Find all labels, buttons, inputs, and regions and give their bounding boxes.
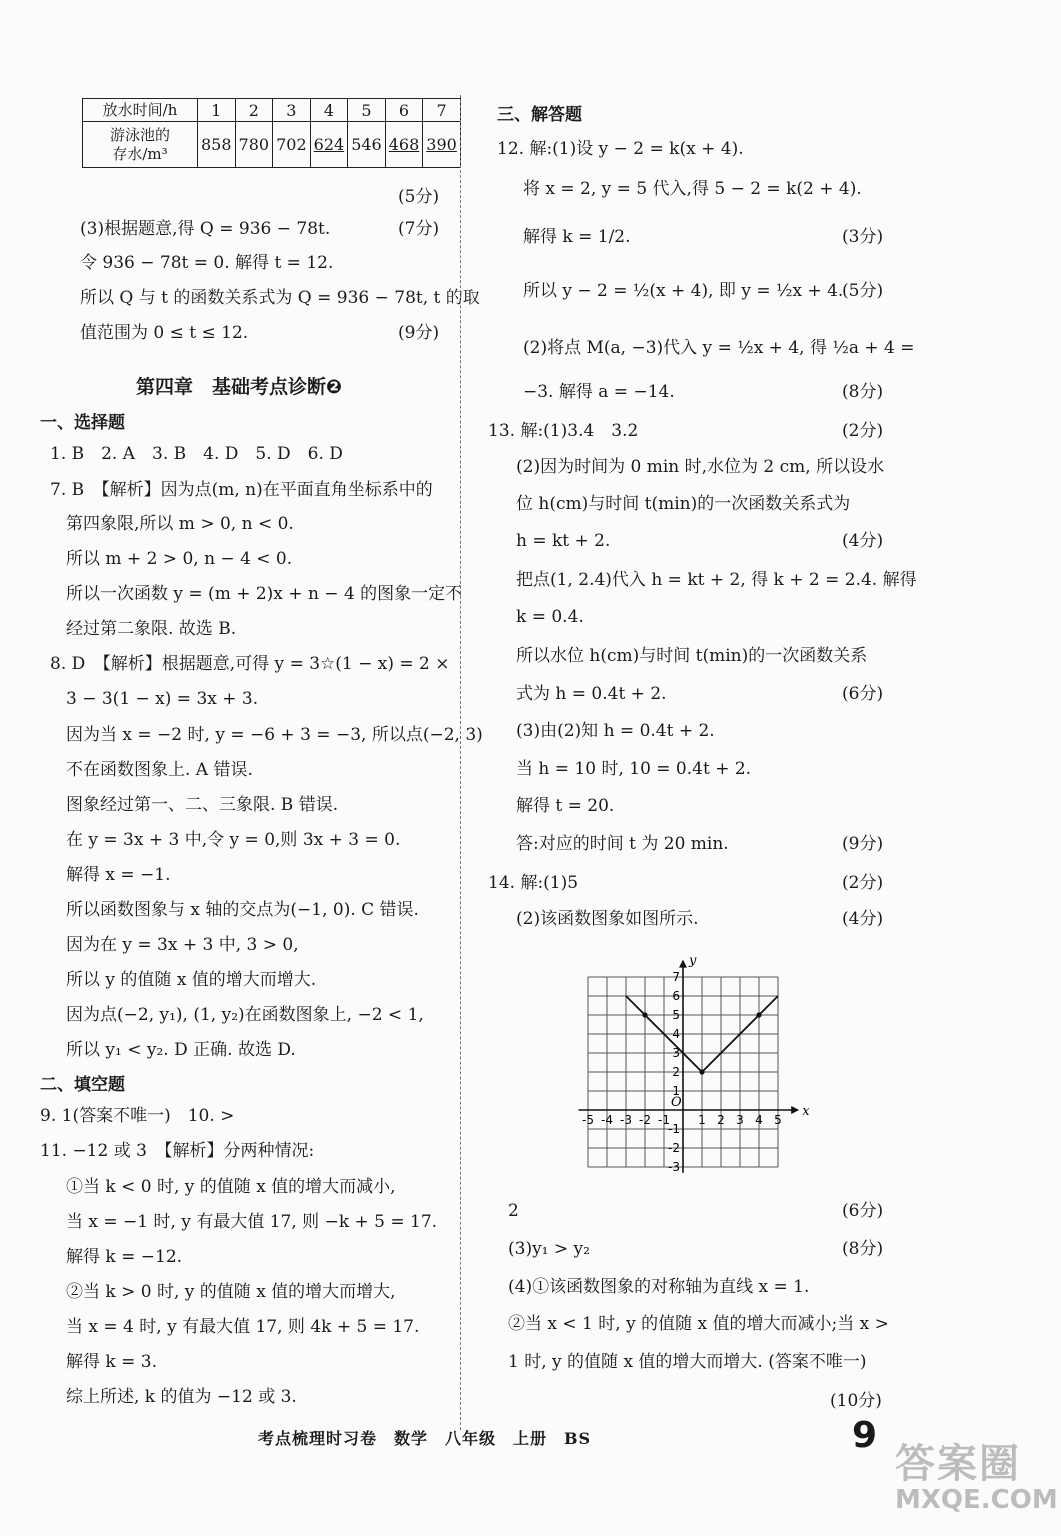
- text-line: 当 h = 10 时, 10 = 0.4t + 2.: [516, 759, 752, 779]
- watermark: [895, 1432, 1058, 1515]
- text-line: 因为当 x = −2 时, y = −6 + 3 = −3, 所以点(−2, 3): [66, 725, 483, 745]
- score: (4分): [842, 909, 884, 929]
- table-cell: 780: [235, 122, 273, 168]
- text-line: ①当 k < 0 时, y 的值随 x 值的增大而减小,: [66, 1177, 396, 1197]
- table-header-cell: [83, 122, 198, 168]
- text-line: 所以函数图象与 x 轴的交点为(−1, 0). C 错误.: [66, 900, 419, 920]
- section-heading: 二、填空题: [40, 1075, 125, 1095]
- text-line: −3. 解得 a = −14.: [523, 382, 675, 402]
- text-line: 所以 m + 2 > 0, n − 4 < 0.: [66, 549, 293, 569]
- text-line: h = kt + 2.: [516, 531, 611, 551]
- text-line: 令 936 − 78t = 0. 解得 t = 12.: [80, 253, 334, 273]
- y-tick-label: 2: [672, 1065, 680, 1079]
- text-line: 11. −12 或 3 【解析】分两种情况:: [40, 1141, 315, 1161]
- data-point: [756, 1012, 761, 1017]
- y-tick-label: 3: [672, 1046, 680, 1060]
- y-tick-label: 4: [672, 1027, 680, 1041]
- score: (6分): [842, 684, 884, 704]
- answer-value: 468: [388, 135, 420, 154]
- text-line: 答:对应的时间 t 为 20 min.: [516, 834, 729, 854]
- watermark-url: MXQE.COM: [895, 1485, 1058, 1515]
- table-cell: [423, 122, 461, 168]
- table-header-cell: 放水时间/h: [83, 99, 198, 122]
- text-line: 所以一次函数 y = (m + 2)x + n − 4 的图象一定不: [66, 584, 463, 604]
- x-tick-label: 4: [755, 1113, 763, 1127]
- table-cell: [310, 122, 348, 168]
- text-line: 当 x = 4 时, y 有最大值 17, 则 4k + 5 = 17.: [66, 1317, 420, 1337]
- water-table: [82, 98, 461, 168]
- data-point: [699, 1069, 704, 1074]
- text-line: 综上所述, k 的值为 −12 或 3.: [66, 1387, 297, 1407]
- x-tick-label: -1: [658, 1113, 670, 1127]
- text-line: 2: [508, 1201, 519, 1221]
- watermark-text: 答案圈: [895, 1441, 1021, 1487]
- x-tick-label: 1: [698, 1113, 706, 1127]
- text-line: 8. D 【解析】根据题意,可得 y = 3☆(1 − x) = 2 ×: [50, 654, 450, 674]
- text-line: 不在函数图象上. A 错误.: [66, 760, 253, 780]
- score: (2分): [842, 873, 884, 893]
- y-tick-label: -3: [668, 1160, 680, 1174]
- y-axis-label: y: [689, 953, 697, 969]
- text-line: 1 时, y 的值随 x 值的增大而增大. (答案不唯一): [508, 1352, 867, 1372]
- table-cell: 7: [423, 99, 461, 122]
- text-line: (2)该函数图象如图所示.: [516, 909, 699, 929]
- y-tick-label: 7: [672, 970, 680, 984]
- text-line: 解得 x = −1.: [66, 865, 171, 885]
- text-line: 当 x = −1 时, y 有最大值 17, 则 −k + 5 = 17.: [66, 1212, 438, 1232]
- text-line: 9. 1(答案不唯一) 10. >: [40, 1106, 235, 1126]
- answer-value: 624: [313, 135, 345, 154]
- text-line: (3)由(2)知 h = 0.4t + 2.: [516, 721, 715, 741]
- text-line: ②当 x < 1 时, y 的值随 x 值的增大而减小;当 x >: [508, 1314, 889, 1334]
- y-tick-label: 6: [672, 989, 680, 1003]
- text-line: 所以 y 的值随 x 值的增大而增大.: [66, 970, 317, 990]
- text-line: 3 − 3(1 − x) = 3x + 3.: [66, 689, 259, 709]
- x-tick-label: -3: [620, 1113, 632, 1127]
- data-point: [642, 1012, 647, 1017]
- score: (10分): [830, 1391, 882, 1411]
- text-line: 解得 t = 20.: [516, 796, 615, 816]
- table-row: [83, 99, 461, 122]
- y-tick-label: 5: [672, 1008, 680, 1022]
- table-cell: 5: [348, 99, 386, 122]
- score: (3分): [842, 227, 884, 247]
- text-line: (2)因为时间为 0 min 时,水位为 2 cm, 所以设水: [516, 457, 885, 477]
- text-line: 把点(1, 2.4)代入 h = kt + 2, 得 k + 2 = 2.4. 解得: [516, 570, 917, 590]
- page-number: 9: [852, 1415, 878, 1456]
- table-cell: 3: [273, 99, 311, 122]
- table-cell: 546: [348, 122, 386, 168]
- table-header-line: 游泳池的: [109, 125, 170, 144]
- score: (6分): [842, 1201, 884, 1221]
- text-line: 解得 k = 1/2.: [523, 227, 631, 247]
- text-line: ②当 k > 0 时, y 的值随 x 值的增大而增大,: [66, 1282, 396, 1302]
- y-axis-arrow: [679, 960, 687, 968]
- y-tick-label: -1: [668, 1122, 680, 1136]
- x-tick-label: 5: [774, 1113, 782, 1127]
- text-line: 经过第二象限. 故选 B.: [66, 619, 237, 639]
- text-line: 13. 解:(1)3.4 3.2: [488, 421, 639, 441]
- score: (4分): [842, 531, 884, 551]
- x-tick-label: -2: [639, 1113, 651, 1127]
- origin-label: O: [671, 1095, 682, 1110]
- table-cell: 2: [235, 99, 273, 122]
- text-line: 因为在 y = 3x + 3 中, 3 > 0,: [66, 935, 299, 955]
- section-heading: 一、选择题: [40, 413, 125, 433]
- score: (8分): [842, 382, 884, 402]
- y-tick-label: 1: [672, 1084, 680, 1098]
- score: (5分): [842, 281, 884, 301]
- score: (9分): [842, 834, 884, 854]
- answer-value: 390: [426, 135, 457, 154]
- text-line: 图象经过第一、二、三象限. B 错误.: [66, 795, 339, 815]
- function-graph: [575, 950, 815, 1180]
- x-tick-label: -5: [582, 1113, 594, 1127]
- table-cell: 6: [385, 99, 423, 122]
- text-line: 1. B 2. A 3. B 4. D 5. D 6. D: [50, 444, 343, 464]
- text-line: 所以 y − 2 = ½(x + 4), 即 y = ½x + 4.: [523, 281, 844, 301]
- text-line: 将 x = 2, y = 5 代入,得 5 − 2 = k(2 + 4).: [523, 179, 862, 199]
- page-footer: 考点梳理时习卷 数学 八年级 上册 BS: [258, 1429, 592, 1448]
- text-line: (2)将点 M(a, −3)代入 y = ½x + 4, 得 ½a + 4 =: [523, 338, 915, 358]
- text-line: 所以 Q 与 t 的函数关系式为 Q = 936 − 78t, t 的取: [80, 288, 480, 308]
- table-row: [83, 122, 461, 168]
- x-tick-label: 3: [736, 1113, 744, 1127]
- text-line: 解得 k = −12.: [66, 1247, 183, 1267]
- score: (8分): [842, 1239, 884, 1259]
- text-line: 所以 y₁ < y₂. D 正确. 故选 D.: [66, 1040, 296, 1060]
- table-header-line: 存水/m³: [112, 144, 168, 163]
- table-cell: 4: [310, 99, 348, 122]
- score: (7分): [398, 219, 440, 239]
- text-line: 在 y = 3x + 3 中,令 y = 0,则 3x + 3 = 0.: [66, 830, 401, 850]
- table-cell: 702: [273, 122, 311, 168]
- text-line: (4)①该函数图象的对称轴为直线 x = 1.: [508, 1277, 810, 1297]
- text-line: 式为 h = 0.4t + 2.: [516, 684, 667, 704]
- score: (9分): [398, 323, 440, 343]
- x-axis-arrow: [791, 1106, 799, 1114]
- column-divider: [460, 95, 461, 1430]
- x-tick-label: 2: [717, 1113, 725, 1127]
- text-line: 14. 解:(1)5: [488, 873, 579, 893]
- score: (5分): [398, 187, 440, 207]
- text-line: 7. B 【解析】因为点(m, n)在平面直角坐标系中的: [50, 480, 433, 500]
- table-cell: 1: [198, 99, 236, 122]
- text-line: (3)y₁ > y₂: [508, 1239, 590, 1259]
- score: (2分): [842, 421, 884, 441]
- table-cell: [385, 122, 423, 168]
- x-axis-label: x: [802, 1104, 810, 1119]
- section-heading: 三、解答题: [497, 105, 582, 125]
- x-tick-label: -4: [601, 1113, 613, 1127]
- y-tick-label: -2: [668, 1141, 680, 1155]
- text-line: 位 h(cm)与时间 t(min)的一次函数关系式为: [516, 494, 851, 514]
- text-line: 因为点(−2, y₁), (1, y₂)在函数图象上, −2 < 1,: [66, 1005, 424, 1025]
- text-line: k = 0.4.: [516, 607, 584, 627]
- table-cell: 858: [198, 122, 236, 168]
- text-line: 第四象限,所以 m > 0, n < 0.: [66, 514, 294, 534]
- text-line: 所以水位 h(cm)与时间 t(min)的一次函数关系: [516, 646, 868, 666]
- text-line: 12. 解:(1)设 y − 2 = k(x + 4).: [497, 139, 744, 159]
- text-line: 值范围为 0 ≤ t ≤ 12.: [80, 323, 249, 343]
- text-line: (3)根据题意,得 Q = 936 − 78t.: [80, 219, 331, 239]
- text-line: 解得 k = 3.: [66, 1352, 157, 1372]
- chapter-title: 第四章 基础考点诊断❷: [136, 376, 343, 398]
